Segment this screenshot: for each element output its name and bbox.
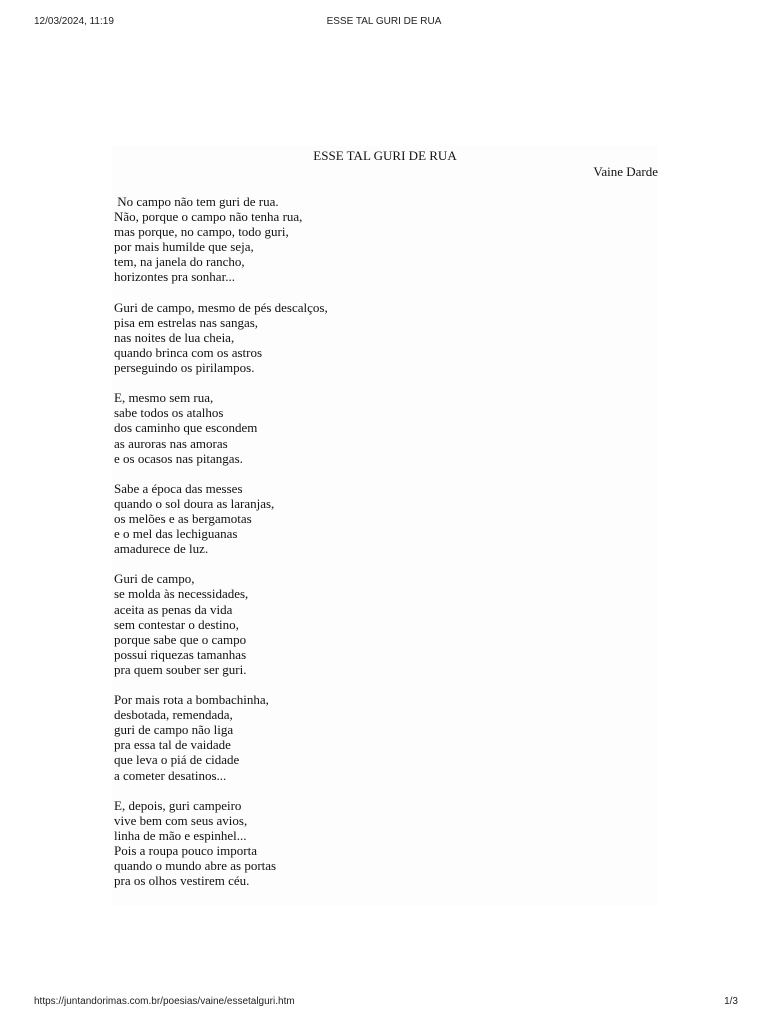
poem-stanza: [114, 571, 534, 677]
poem-line: por mais humilde que seja,: [114, 239, 254, 255]
poem-line: aceita as penas da vida: [114, 601, 233, 617]
poem-line: vive bem com seus avios,: [114, 812, 248, 828]
poem-line: linha de mão e espinhel...: [114, 827, 247, 843]
poem-line: nas noites de lua cheia,: [114, 329, 235, 345]
poem-stanza: [114, 300, 534, 375]
poem-stanza: [114, 692, 534, 783]
poem-stanza: [114, 390, 534, 465]
poem-line: sabe todos os atalhos: [114, 405, 224, 421]
poem-line: quando brinca com os astros: [114, 344, 263, 360]
poem-line: porque sabe que o campo: [114, 631, 247, 647]
print-header: [0, 16, 768, 32]
poem-line: quando o sol doura as laranjas,: [114, 495, 275, 511]
poem-stanza: [114, 481, 534, 556]
poem-line: pra os olhos vestirem céu.: [114, 873, 250, 889]
poem-line: quando o mundo abre as portas: [114, 858, 277, 874]
poem-line: Sabe a época das messes: [114, 480, 243, 496]
poem-line: e os ocasos nas pitangas.: [114, 450, 243, 466]
poem-line: e o mel das lechiguanas: [114, 526, 238, 542]
poem-line: perseguindo os pirilampos.: [114, 360, 255, 376]
poem-line: Por mais rota a bombachinha,: [114, 692, 269, 708]
poem-stanza: [114, 194, 534, 285]
poem-line: desbotada, remendada,: [114, 707, 233, 723]
poem-line: se molda às necessidades,: [114, 586, 249, 602]
poem-line: horizontes pra sonhar...: [114, 269, 235, 285]
page-number: 1/3: [724, 996, 738, 1007]
poem-line: pra essa tal de vaidade: [114, 737, 231, 753]
poem-line: as auroras nas amoras: [114, 435, 228, 451]
poem-body: [114, 194, 534, 903]
poem-page: [112, 146, 658, 906]
poem-line: E, depois, guri campeiro: [114, 797, 242, 813]
poem-line: No campo não tem guri de rua.: [114, 194, 279, 209]
page-url: https://juntandorimas.com.br/poesias/vaine/essetalguri.htm: [34, 996, 295, 1007]
poem-line: pra quem souber ser guri.: [114, 661, 247, 677]
poem-line: que leva o piá de cidade: [114, 752, 240, 768]
poem-line: mas porque, no campo, todo guri,: [114, 224, 289, 240]
poem-line: guri de campo não liga: [114, 722, 234, 738]
print-footer: [0, 996, 768, 1012]
poem-line: os melões e as bergamotas: [114, 510, 252, 526]
poem-line: possui riquezas tamanhas: [114, 646, 247, 662]
print-datetime: 12/03/2024, 11:19: [34, 16, 114, 27]
poem-title: ESSE TAL GURI DE RUA: [313, 148, 457, 163]
poem-line: E, mesmo sem rua,: [114, 390, 214, 406]
poem-line: a cometer desatinos...: [114, 767, 227, 783]
poem-author: Vaine Darde: [593, 164, 658, 179]
poem-line: Pois a roupa pouco importa: [114, 843, 257, 859]
print-page-title: ESSE TAL GURI DE RUA: [326, 16, 442, 27]
poem-line: sem contestar o destino,: [114, 616, 239, 632]
poem-line: dos caminho que escondem: [114, 420, 258, 436]
poem-line: amadurece de luz.: [114, 541, 209, 557]
poem-line: tem, na janela do rancho,: [114, 254, 245, 270]
poem-stanza: [114, 798, 534, 889]
poem-line: Guri de campo, mesmo de pés descalços,: [114, 299, 328, 315]
poem-line: pisa em estrelas nas sangas,: [114, 314, 259, 330]
poem-line: Não, porque o campo não tenha rua,: [114, 209, 303, 225]
poem-line: Guri de campo,: [114, 571, 195, 587]
